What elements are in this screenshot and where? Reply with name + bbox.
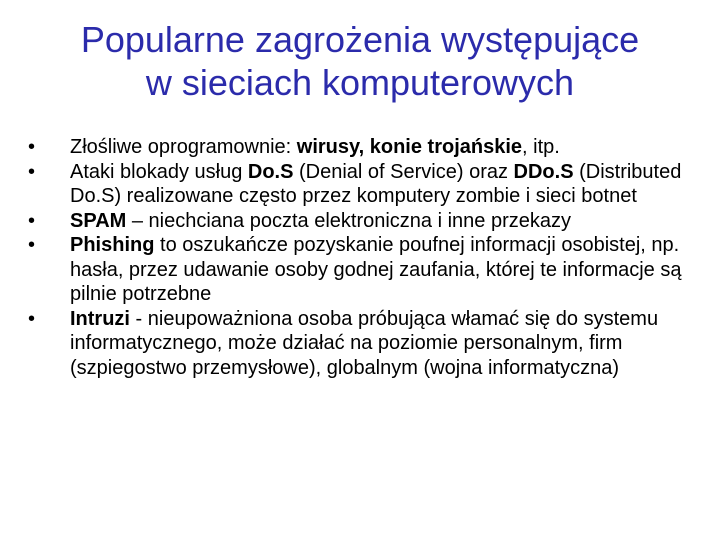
bullet-text: - nieupoważniona osoba próbująca włamać się do systemu informatycznego, może działać na poziomie personalnym, firm (szpiegostwo przemysłowe), globalnym (wojna informatyczna)	[70, 307, 659, 379]
bullet-text: , itp.	[522, 136, 560, 158]
slide-title-line-1: Popularne zagrożenia występujące	[80, 19, 640, 60]
bullet-bold-text: Intruzi	[70, 307, 130, 330]
bullet-text: – niechciana poczta elektroniczna i inne przekazy	[126, 209, 572, 232]
bullet-item-phishing	[28, 233, 698, 307]
bullet-bold-text: Phishing	[70, 234, 155, 256]
bullet-bold-text: DDo.S	[513, 160, 574, 183]
bullet-text: to oszukańcze pozyskanie poufnej informacji osobistej, np. hasła, przez udawanie osoby godnej zaufania, której te informacje są pilnie potrzebne	[70, 234, 682, 305]
bullet-text: (Denial of Service) oraz	[293, 160, 514, 183]
slide-title-line-2: w sieciach komputerowych	[145, 62, 575, 103]
bullet-item-spam	[28, 209, 698, 234]
bullet-bold-text: Do.S	[247, 160, 294, 183]
bullet-text: Ataki blokady usług	[70, 160, 248, 183]
bullet-bold-text: wirusy, konie trojańskie	[296, 136, 523, 158]
bullet-list	[28, 135, 698, 380]
slide-title	[20, 18, 700, 104]
bullet-item-intruders	[28, 307, 698, 381]
bullet-text: Złośliwe oprogramownie:	[70, 136, 297, 158]
bullet-item-malware	[28, 135, 698, 160]
bullet-text: (Distributed Do.S) realizowane często przez komputery zombie i sieci botnet	[70, 160, 682, 207]
bullet-item-dos	[28, 160, 698, 209]
bullet-bold-text: SPAM	[70, 209, 127, 232]
